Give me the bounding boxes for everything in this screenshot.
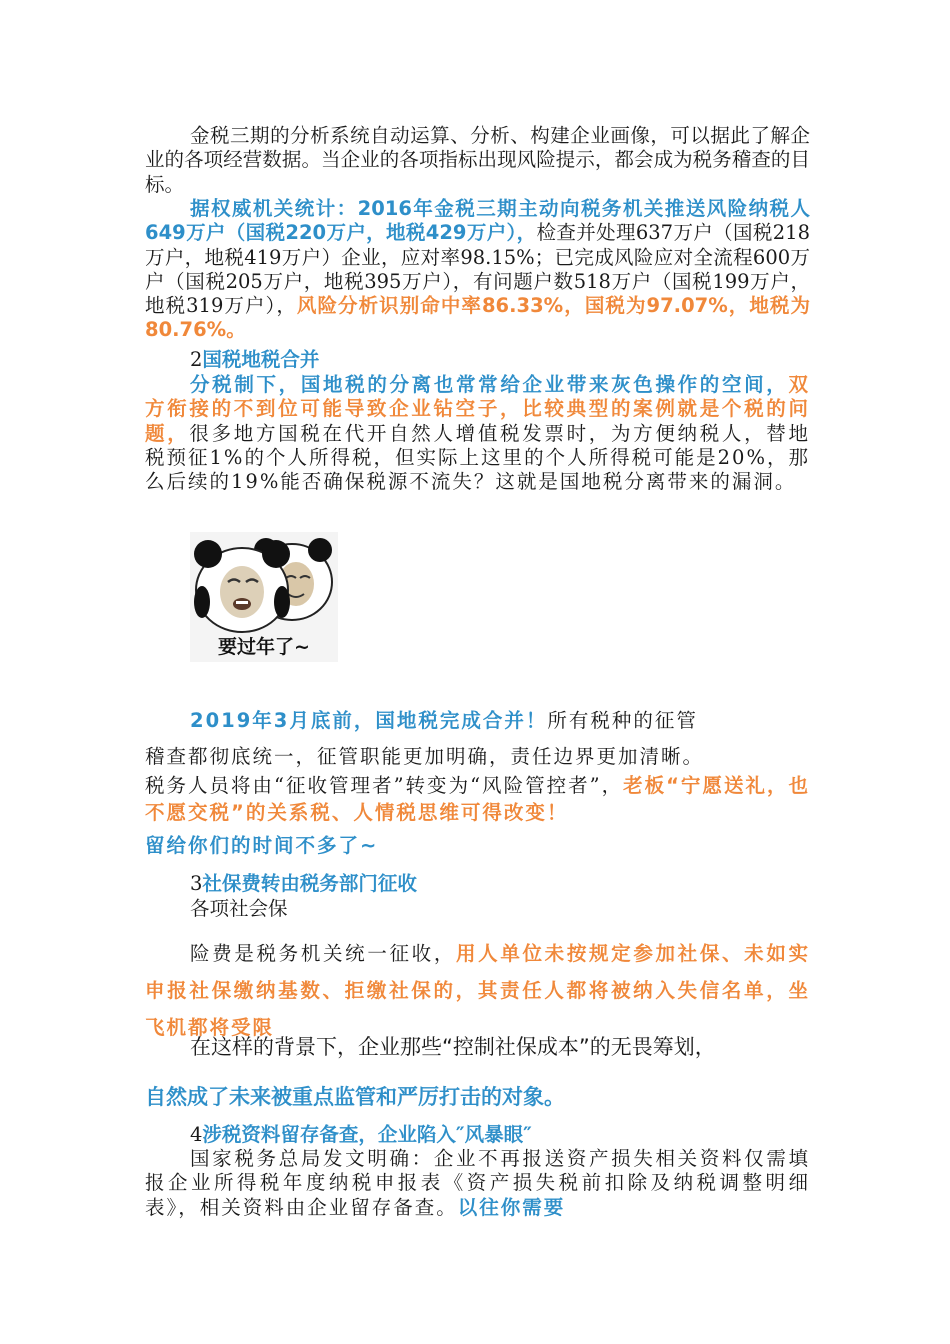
stat-highlight-orange: 风险分析识别命中率86.33%，国税为97.07%，地税为80.76%。 (145, 294, 810, 342)
separation-plain: 很多地方国税在代开自然人增值税发票时，为方便纳税人，替地税预征1%的个人所得税，但实际上这里的个人所得税可能是20%，那么后续的19%能否确保税源不流失？这就是国地税分离带来的漏洞。 (145, 421, 810, 494)
records-highlight-blue: 以往你需要 (457, 1195, 566, 1219)
section-heading-4: 4涉税资料留存备查，企业陷入″风暴眼″ (190, 1123, 532, 1146)
paragraph-statistics (145, 197, 810, 343)
paragraph-merge-2019: 2019年3月底前，国地税完成合并！所有税种的征管 (190, 709, 698, 732)
paragraph-time-running-out: 留给你们的时间不多了~ (145, 834, 379, 857)
paragraph-background: 在这样的背景下，企业那些“控制社保成本”的无畏筹划， (190, 1035, 716, 1059)
stat-plain: 检查并处理637万户（国税218万户，地税419万户）企业，应对率98.15%；已完成风险应对全流程600万户（国税205万户，地税395万户），有问题户数518万户（国税199万户，地税319万户）， (145, 221, 810, 318)
social-security-highlight-orange: 用人单位未按规定参加社保、未如实申报社保缴纳基数、拒缴社保的，其责任人都将被纳入失信名单，坐飞机都将受限 (145, 942, 810, 1039)
paragraph-crackdown: 自然成了未来被重点监管和严厉打击的对象。 (145, 1085, 565, 1109)
meme-caption: 要过年了~ (218, 636, 310, 658)
paragraph-jinshui-analysis: 金税三期的分析系统自动运算、分析、构建企业画像，可以据此了解企业的各项经营数据。当企业的各项指标出现风险提示，都会成为税务稽查的目标。 (145, 124, 810, 196)
separation-highlight-orange: 双方衔接的不到位可能导致企业钻空子，比较典型的案例就是个税的问题， (145, 373, 810, 445)
section-heading-2: 2国税地税合并 (190, 348, 320, 371)
paragraph-social-security-start: 各项社会保 (190, 897, 288, 920)
paragraph-merge-cont-1: 稽查都彻底统一，征管职能更加明确，责任边界更加清晰。 (145, 745, 705, 768)
paragraph-records-retention: 国家税务总局发文明确：企业不再报送资产损失相关资料仅需填报企业所得税年度纳税申报表《资产损失税前扣除及纳税调整明细表》，相关资料由企业留存备查。以往你需要 (145, 1147, 810, 1219)
panda-meme-image (190, 532, 338, 662)
merge-highlight-orange: 老板“宁愿送礼，也不愿交税”的关系税、人情税思维可得改变！ (145, 774, 810, 824)
section-heading-3: 3社保费转由税务部门征收 (190, 872, 417, 895)
separation-highlight-blue: 分税制下，国地税的分离也常常给企业带来灰色操作的空间， (190, 373, 789, 396)
stat-highlight-blue: 据权威机关统计：2016年金税三期主动向税务机关推送风险纳税人649万户（国税220万户，地税429万户）， (145, 197, 810, 245)
paragraph-tax-separation (145, 373, 810, 494)
paragraph-social-security: 险费是税务机关统一征收，用人单位未按规定参加社保、未如实申报社保缴纳基数、拒缴社保的，其责任人都将被纳入失信名单，坐飞机都将受限 (145, 942, 810, 1039)
paragraph-merge-cont-2: 税务人员将由“征收管理者”转变为“风险管控者”，老板“宁愿送礼，也不愿交税”的关系税、人情税思维可得改变！ (145, 774, 810, 824)
merge-highlight-blue: 2019年3月底前，国地税完成合并！ (190, 709, 548, 732)
